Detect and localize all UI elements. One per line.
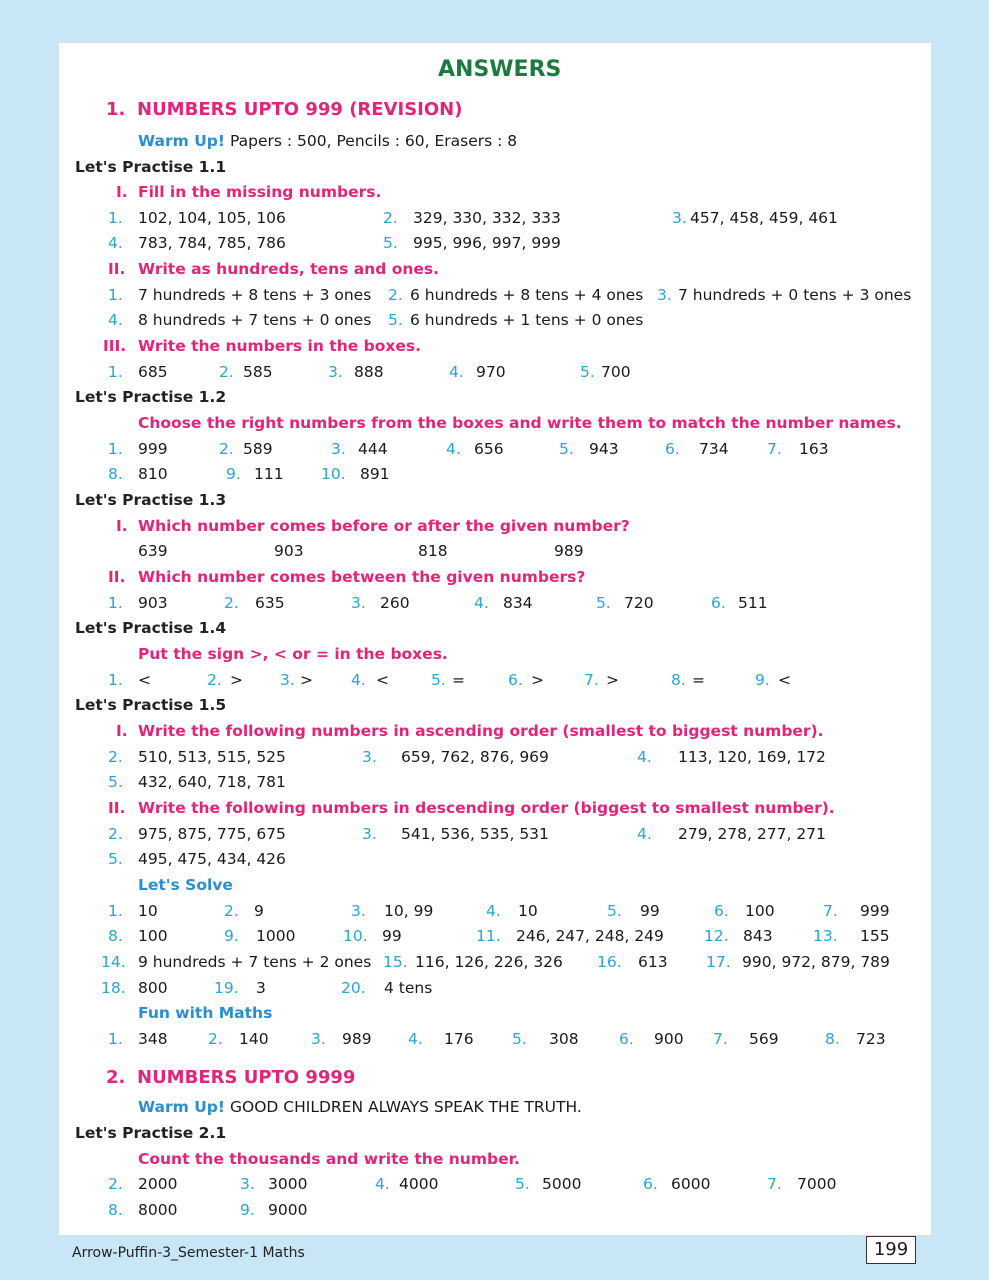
- answer-answer: 511: [738, 594, 768, 612]
- answer-answer: 720: [624, 594, 654, 612]
- answer-number: 1.: [108, 209, 123, 227]
- answer-value: 639: [138, 542, 168, 560]
- answer-answer: 541, 536, 535, 531: [401, 825, 549, 843]
- answer-answer: 10: [138, 902, 158, 920]
- answer-answer: 685: [138, 363, 168, 381]
- answer-answer: 613: [638, 953, 668, 971]
- answer-number: 4.: [375, 1175, 390, 1193]
- section-roman: II.: [108, 799, 126, 817]
- section-roman: III.: [103, 337, 127, 355]
- answer-answer: 569: [749, 1030, 779, 1048]
- answer-number: 4.: [449, 363, 464, 381]
- answer-number: 2.: [208, 1030, 223, 1048]
- sign-answer: >: [606, 671, 619, 689]
- section-title: Which number comes before or after the given number?: [138, 517, 630, 535]
- answer-answer: 989: [342, 1030, 372, 1048]
- answer-number: 9.: [226, 465, 241, 483]
- answer-answer: 99: [382, 927, 402, 945]
- answer-number: 6.: [714, 902, 729, 920]
- footer-text: Arrow-Puffin-3_Semester-1 Maths: [72, 1245, 305, 1261]
- answer-answer: 348: [138, 1030, 168, 1048]
- answer-answer: 102, 104, 105, 106: [138, 209, 286, 227]
- answer-number: 6.: [643, 1175, 658, 1193]
- answer-number: 7.: [767, 440, 782, 458]
- sign-number: 2.: [207, 671, 222, 689]
- answer-answer: 140: [239, 1030, 269, 1048]
- answer-answer: 329, 330, 332, 333: [413, 209, 561, 227]
- answer-answer: 810: [138, 465, 168, 483]
- answer-number: 7.: [823, 902, 838, 920]
- answer-answer: 163: [799, 440, 829, 458]
- answer-number: 9.: [224, 927, 239, 945]
- answer-number: 5.: [388, 311, 403, 329]
- answer-answer: 7 hundreds + 0 tens + 3 ones: [678, 286, 912, 304]
- answer-number: 4.: [637, 825, 652, 843]
- warm-up-answer: Papers : 500, Pencils : 60, Erasers : 8: [230, 132, 518, 150]
- warm-up-label: Warm Up!: [138, 132, 225, 150]
- answer-answer: 113, 120, 169, 172: [678, 748, 826, 766]
- answer-answer: 783, 784, 785, 786: [138, 234, 286, 252]
- answer-answer: 99: [640, 902, 660, 920]
- answer-answer: 155: [860, 927, 890, 945]
- sign-answer: =: [692, 671, 705, 689]
- section-title: Count the thousands and write the number.: [138, 1150, 520, 1168]
- answer-number: 15.: [383, 953, 408, 971]
- answer-answer: 3: [256, 979, 266, 997]
- answer-number: 3.: [351, 594, 366, 612]
- answer-answer: 9 hundreds + 7 tens + 2 ones: [138, 953, 372, 971]
- sign-answer: >: [230, 671, 243, 689]
- answer-number: 7.: [767, 1175, 782, 1193]
- practise-heading: Let's Practise 2.1: [75, 1124, 227, 1142]
- sign-number: 5.: [431, 671, 446, 689]
- section-roman: I.: [116, 722, 128, 740]
- answer-number: 5.: [512, 1030, 527, 1048]
- section-roman: I.: [116, 517, 128, 535]
- answer-number: 3.: [328, 363, 343, 381]
- answer-number: 1.: [108, 440, 123, 458]
- section-title: Put the sign >, < or = in the boxes.: [138, 645, 448, 663]
- answer-answer: 903: [138, 594, 168, 612]
- section-title: Write as hundreds, tens and ones.: [138, 260, 440, 278]
- answer-answer: 111: [254, 465, 284, 483]
- answer-number: 12.: [704, 927, 729, 945]
- answer-number: 11.: [476, 927, 501, 945]
- answer-answer: 800: [138, 979, 168, 997]
- sign-number: 4.: [351, 671, 366, 689]
- section-title: Fill in the missing numbers.: [138, 183, 382, 201]
- sign-number: 6.: [508, 671, 523, 689]
- answer-answer: 6 hundreds + 8 tens + 4 ones: [410, 286, 644, 304]
- answer-answer: 585: [243, 363, 273, 381]
- section-roman: I.: [116, 183, 128, 201]
- sign-answer: >: [531, 671, 544, 689]
- answer-number: 2.: [224, 594, 239, 612]
- sign-answer: =: [452, 671, 465, 689]
- answer-number: 3.: [331, 440, 346, 458]
- answer-number: 13.: [813, 927, 838, 945]
- answer-answer: 999: [860, 902, 890, 920]
- section-title: Write the following numbers in ascending order (smallest to biggest number).: [138, 722, 824, 740]
- answer-number: 4.: [637, 748, 652, 766]
- answer-number: 9.: [240, 1201, 255, 1219]
- answer-number: 5.: [559, 440, 574, 458]
- section-title: Write the following numbers in descending order (biggest to smallest number).: [138, 799, 835, 817]
- answer-number: 3.: [240, 1175, 255, 1193]
- answer-number: 1.: [108, 363, 123, 381]
- answer-number: 2.: [383, 209, 398, 227]
- answer-answer: 891: [360, 465, 390, 483]
- answer-number: 19.: [214, 979, 239, 997]
- answer-answer: 4000: [399, 1175, 439, 1193]
- answer-answer: 510, 513, 515, 525: [138, 748, 286, 766]
- answer-number: 20.: [341, 979, 366, 997]
- answer-answer: 589: [243, 440, 273, 458]
- answer-number: 3.: [311, 1030, 326, 1048]
- answer-answer: 279, 278, 277, 271: [678, 825, 826, 843]
- answer-answer: 900: [654, 1030, 684, 1048]
- answer-number: 10.: [343, 927, 368, 945]
- answer-answer: 943: [589, 440, 619, 458]
- answer-number: 4.: [486, 902, 501, 920]
- answer-answer: 100: [138, 927, 168, 945]
- answer-answer: 5000: [542, 1175, 582, 1193]
- sign-number: 3.: [280, 671, 295, 689]
- answer-number: 2.: [219, 440, 234, 458]
- answer-answer: 3000: [268, 1175, 308, 1193]
- practise-heading: Let's Practise 1.5: [75, 696, 227, 714]
- answer-number: 5.: [607, 902, 622, 920]
- answer-number: 10.: [321, 465, 346, 483]
- answer-number: 6.: [711, 594, 726, 612]
- answer-answer: 457, 458, 459, 461: [690, 209, 838, 227]
- answer-number: 14.: [101, 953, 126, 971]
- sign-number: 7.: [584, 671, 599, 689]
- answer-answer: 308: [549, 1030, 579, 1048]
- answer-answer: 9000: [268, 1201, 308, 1219]
- answer-answer: 843: [743, 927, 773, 945]
- answer-number: 5.: [515, 1175, 530, 1193]
- answer-number: 5.: [383, 234, 398, 252]
- answer-number: 2.: [219, 363, 234, 381]
- answer-answer: 700: [601, 363, 631, 381]
- section-title: Choose the right numbers from the boxes and write them to match the number names.: [138, 414, 902, 432]
- answer-value: 903: [274, 542, 304, 560]
- sign-number: 9.: [755, 671, 770, 689]
- chapter-number: 1.: [106, 99, 126, 120]
- answer-answer: 990, 972, 879, 789: [742, 953, 890, 971]
- answer-answer: 7000: [797, 1175, 837, 1193]
- practise-heading: Let's Practise 1.1: [75, 158, 227, 176]
- practise-heading: Let's Practise 1.2: [75, 388, 227, 406]
- answer-number: 5.: [580, 363, 595, 381]
- answer-answer: 100: [745, 902, 775, 920]
- answer-number: 1.: [108, 902, 123, 920]
- section-roman: II.: [108, 568, 126, 586]
- answer-answer: 8 hundreds + 7 tens + 0 ones: [138, 311, 372, 329]
- answer-answer: 432, 640, 718, 781: [138, 773, 286, 791]
- answer-number: 8.: [108, 465, 123, 483]
- answer-number: 4.: [108, 234, 123, 252]
- answer-number: 3.: [362, 748, 377, 766]
- answer-answer: 9: [254, 902, 264, 920]
- answer-number: 5.: [108, 773, 123, 791]
- section-title: Write the numbers in the boxes.: [138, 337, 422, 355]
- chapter-title: NUMBERS UPTO 999 (REVISION): [137, 99, 463, 120]
- answer-answer: 888: [354, 363, 384, 381]
- answer-number: 2.: [108, 825, 123, 843]
- answer-number: 8.: [825, 1030, 840, 1048]
- answer-answer: 176: [444, 1030, 474, 1048]
- section-roman: II.: [108, 260, 126, 278]
- sign-answer: <: [138, 671, 151, 689]
- answer-answer: 260: [380, 594, 410, 612]
- answer-answer: 975, 875, 775, 675: [138, 825, 286, 843]
- answer-answer: 116, 126, 226, 326: [415, 953, 563, 971]
- answer-number: 7.: [713, 1030, 728, 1048]
- section-title: Fun with Maths: [138, 1004, 273, 1022]
- section-title: Let's Solve: [138, 876, 233, 894]
- answer-number: 4.: [108, 311, 123, 329]
- answer-number: 8.: [108, 1201, 123, 1219]
- answer-number: 3.: [672, 209, 687, 227]
- answer-number: 4.: [474, 594, 489, 612]
- answer-number: 3.: [362, 825, 377, 843]
- answer-answer: 6 hundreds + 1 tens + 0 ones: [410, 311, 644, 329]
- answer-number: 1.: [108, 286, 123, 304]
- answer-answer: 8000: [138, 1201, 178, 1219]
- answer-number: 4.: [446, 440, 461, 458]
- warm-up-label: Warm Up!: [138, 1098, 225, 1116]
- warm-up-answer: GOOD CHILDREN ALWAYS SPEAK THE TRUTH.: [230, 1098, 582, 1116]
- answer-answer: 995, 996, 997, 999: [413, 234, 561, 252]
- answer-number: 2.: [388, 286, 403, 304]
- answer-number: 2.: [224, 902, 239, 920]
- answer-answer: 444: [358, 440, 388, 458]
- answer-answer: 734: [699, 440, 729, 458]
- sign-answer: >: [300, 671, 313, 689]
- answer-answer: 970: [476, 363, 506, 381]
- answer-number: 18.: [101, 979, 126, 997]
- answer-number: 2.: [108, 1175, 123, 1193]
- page-number: 199: [866, 1236, 916, 1264]
- answer-answer: 834: [503, 594, 533, 612]
- answer-number: 1.: [108, 594, 123, 612]
- answer-answer: 1000: [256, 927, 296, 945]
- answer-number: 5.: [108, 850, 123, 868]
- answer-number: 3.: [657, 286, 672, 304]
- answer-number: 5.: [596, 594, 611, 612]
- answer-answer: 7 hundreds + 8 tens + 3 ones: [138, 286, 372, 304]
- answer-answer: 10, 99: [384, 902, 434, 920]
- answer-number: 16.: [597, 953, 622, 971]
- sign-number: 1.: [108, 671, 123, 689]
- answer-number: 4.: [408, 1030, 423, 1048]
- answer-answer: 999: [138, 440, 168, 458]
- answer-number: 8.: [108, 927, 123, 945]
- answer-number: 6.: [619, 1030, 634, 1048]
- answer-value: 989: [554, 542, 584, 560]
- answer-answer: 10: [518, 902, 538, 920]
- answer-number: 3.: [351, 902, 366, 920]
- answer-answer: 246, 247, 248, 249: [516, 927, 664, 945]
- page-title: ANSWERS: [438, 57, 562, 82]
- answer-answer: 4 tens: [384, 979, 433, 997]
- chapter-title: NUMBERS UPTO 9999: [137, 1067, 356, 1088]
- answer-answer: 635: [255, 594, 285, 612]
- practise-heading: Let's Practise 1.3: [75, 491, 227, 509]
- answer-answer: 656: [474, 440, 504, 458]
- answer-answer: 495, 475, 434, 426: [138, 850, 286, 868]
- answer-answer: 659, 762, 876, 969: [401, 748, 549, 766]
- answer-answer: 2000: [138, 1175, 178, 1193]
- answer-number: 2.: [108, 748, 123, 766]
- answer-number: 17.: [706, 953, 731, 971]
- answer-answer: 6000: [671, 1175, 711, 1193]
- sign-answer: <: [376, 671, 389, 689]
- answer-number: 6.: [665, 440, 680, 458]
- chapter-number: 2.: [106, 1067, 126, 1088]
- practise-heading: Let's Practise 1.4: [75, 619, 227, 637]
- answer-number: 1.: [108, 1030, 123, 1048]
- answer-answer: 723: [856, 1030, 886, 1048]
- section-title: Which number comes between the given numbers?: [138, 568, 586, 586]
- answer-value: 818: [418, 542, 448, 560]
- sign-number: 8.: [671, 671, 686, 689]
- sign-answer: <: [778, 671, 791, 689]
